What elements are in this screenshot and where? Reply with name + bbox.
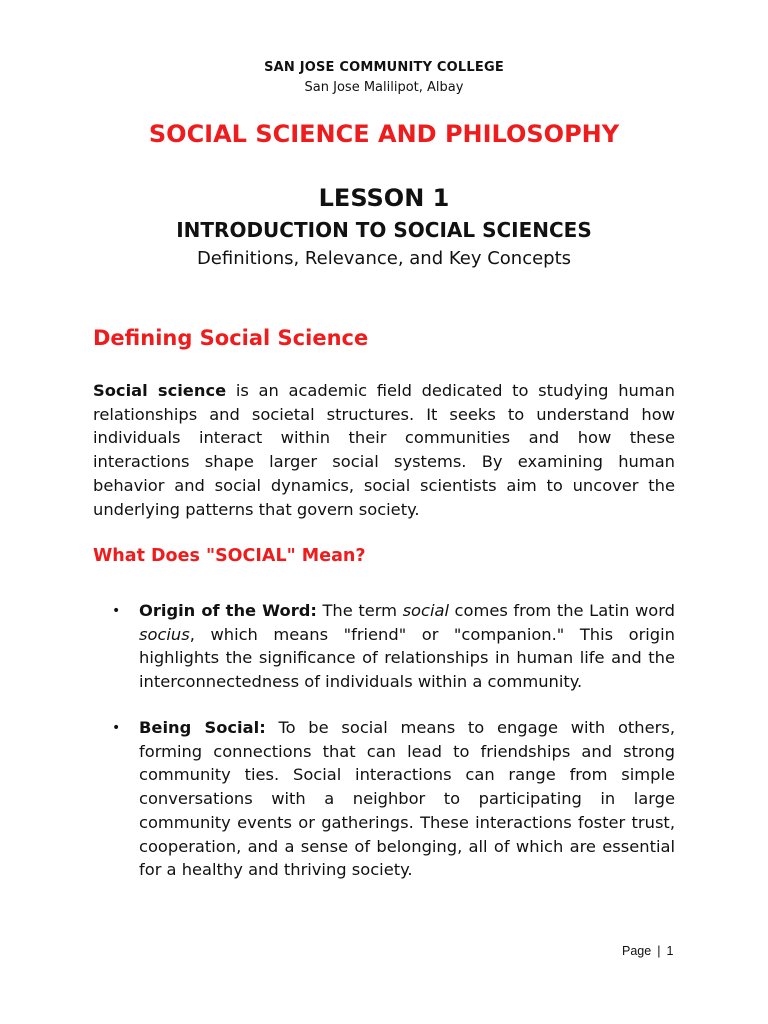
bullet-item-origin <box>139 599 675 694</box>
lesson-number: LESSON 1 <box>318 184 450 212</box>
lesson-title: INTRODUCTION TO SOCIAL SCIENCES <box>176 218 592 242</box>
subsection-heading: What Does "SOCIAL" Mean? <box>93 546 366 566</box>
bullet-marker: • <box>112 720 121 736</box>
bullet-italic-term: socius <box>139 624 190 644</box>
bullet-item-being-social <box>139 716 675 882</box>
page-number: 1 <box>666 944 674 958</box>
course-title: SOCIAL SCIENCE AND PHILOSOPHY <box>148 120 620 148</box>
bullet-text: comes from the Latin word <box>448 601 675 620</box>
page-separator: | <box>657 944 661 958</box>
bullet-marker: • <box>112 603 121 619</box>
definition-term: Social science <box>93 381 227 400</box>
bullet-italic-term: social <box>402 601 449 620</box>
bullet-text: , which means "friend" or "companion." This origin highlights the significance of relationships in human life and the interconnectedness of individuals within a community. <box>139 624 675 692</box>
bullet-text: The term <box>316 601 403 620</box>
college-name: SAN JOSE COMMUNITY COLLEGE <box>264 60 504 75</box>
bullet-label: Origin of the Word: <box>139 601 317 620</box>
lesson-subtitle: Definitions, Relevance, and Key Concepts <box>196 248 572 269</box>
definition-paragraph <box>93 379 675 521</box>
bullet-label: Being Social: <box>139 718 266 737</box>
section-heading: Defining Social Science <box>93 326 369 350</box>
college-address: San Jose Malilipot, Albay <box>304 80 464 95</box>
bullet-text: To be social means to engage with others, forming connections that can lead to friendships and strong community ties. Social interactions can range from simple conversations with a neighbor to participating in large community events or gatherings. These interactions foster trust, cooperation, and a sense of belonging, all of which are essential for a healthy and thriving society. <box>139 718 675 880</box>
page-label: Page <box>622 944 652 958</box>
page-footer <box>622 944 673 958</box>
definition-text: is an academic field dedicated to studying human relationships and societal structures. It seeks to understand how individuals interact within their communities and how these interactions shape larger social systems. By examining human behavior and social dynamics, social scientists aim to uncover the underlying patterns that govern society. <box>93 381 675 519</box>
